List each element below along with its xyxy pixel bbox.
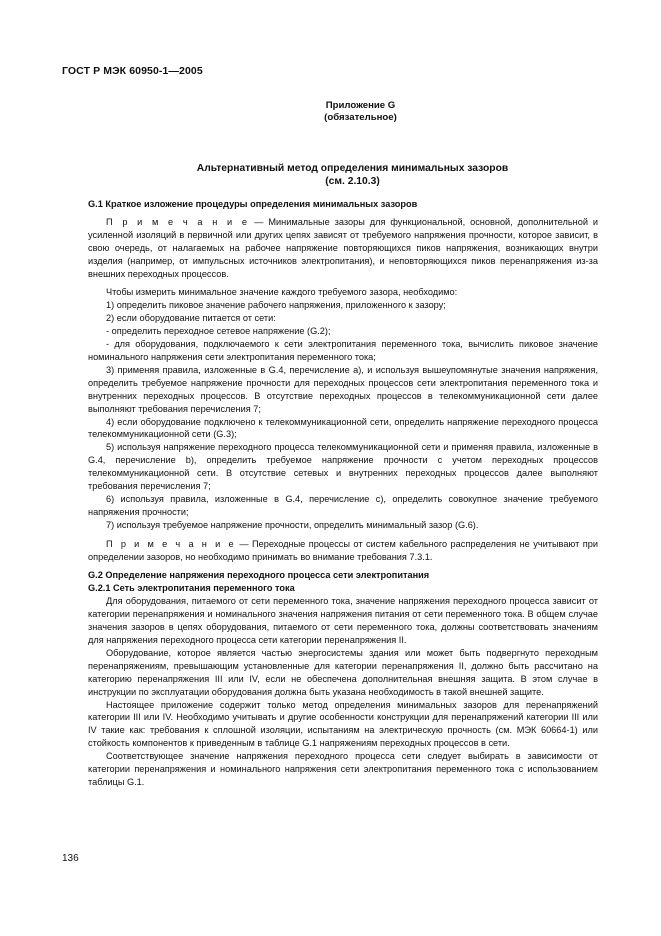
paragraph-3: Настоящее приложение содержит только метод определения минимальных зазоров для перенапряжений категории III или IV. Необходимо учитывать и другие особенности конструкции для перенапряжений категории III или IV такие как: требования к сплошной изоляции, испытаниям на электрическую прочность (см. МЭК 60664-1) или стойкость компонентов к приведенным в таблице G.1 напряжениям переходных процессов в сети. <box>88 699 598 749</box>
note-2-label: П р и м е ч а н и е <box>106 538 236 549</box>
paragraph-4: Соответствующее значение напряжения переходного процесса сети следует выбирать в зависимости от категории перенапряжения и номинального напряжения сети электропитания переменного тока с использованием таблицы G.1. <box>88 751 598 787</box>
section-g21-heading: G.2.1 Сеть электропитания переменного тока <box>88 583 295 594</box>
note-1-label: П р и м е ч а н и е <box>106 216 250 227</box>
note-1 <box>88 216 598 281</box>
intro-paragraph: Чтобы измерить минимальное значение каждого требуемого зазора, необходимо: <box>106 287 458 298</box>
step-1: 1) определить пиковое значение рабочего напряжения, приложенного к зазору; <box>106 300 446 311</box>
step-5: 5) используя напряжение переходного процесса телекоммуникационной сети и применяя правила, изложенные в G.4, перечисление b), определить требуемое напряжение прочности с учетом переходных процессов телекоммуникационной сети. В отсутствие сетевых и внутренних переходных процессов далее выполняют требования перечисления 7; <box>88 442 598 492</box>
document-body <box>88 198 598 789</box>
step-7: 7) используя требуемое напряжение прочности, определить минимальный зазор (G.6). <box>106 519 479 530</box>
paragraph-1: Для оборудования, питаемого от сети переменного тока, значение напряжения переходного процесса зависит от категории перенапряжения и номинального значения напряжения питания от сети переменного тока. В общем случае значения зазоров в цепях оборудования, питаемого от сети переменного тока, должны соответствовать значениям для напряжения переходного процесса сети категории перенапряжения II. <box>88 596 598 645</box>
step-3: 3) применяя правила, изложенные в G.4, перечисление а), и используя вышеупомянутые значения напряжения, определить требуемое напряжение прочности для переходных процессов сети электропитания переменного тока и внутренних переходных процессов. В отсутствие переходных процессов в телекоммуникационной сети далее выполняют требования перечисления 7; <box>88 364 598 414</box>
step-2: 2) если оборудование питается от сети: <box>106 313 276 324</box>
note-2-text: — Переходные процессы от систем кабельного распределения не учитывают при определении зазоров, но необходимо принимать во внимание требования 7.3.1. <box>88 538 598 562</box>
section-g1-heading: G.1 Краткое изложение процедуры определения минимальных зазоров <box>88 199 418 209</box>
appendix-status: (обязательное) <box>324 112 397 123</box>
appendix-heading <box>0 100 661 124</box>
paragraph-2: Оборудование, которое является частью энергосистемы здания или может быть подвергнуто переходным перенапряжениям, превышающим установленные для категории перенапряжения II, должно быть рассчитано на категорию перенапряжения III или IV, если не обеспечена дополнительная внешняя защита. В этом случае в инструкции по эксплуатации оборудования должна быть указана необходимость в такой внешней защите. <box>88 647 598 697</box>
page-number: 136 <box>62 853 79 864</box>
step-6: 6) используя правила, изложенные в G.4, перечисление с), определить совокупное значение требуемого напряжения прочности; <box>88 493 598 517</box>
standard-code: ГОСТ Р МЭК 60950-1—2005 <box>62 65 203 77</box>
note-2 <box>88 538 598 564</box>
step-2a: - определить переходное сетевое напряжение (G.2); <box>106 326 331 337</box>
section-g2-heading: G.2 Определение напряжения переходного процесса сети электропитания <box>88 570 430 581</box>
title-line-2: (см. 2.10.3) <box>325 176 380 187</box>
step-4: 4) если оборудование подключено к телекоммуникационной сети, определить напряжение переходного процесса телекоммуникационной сети (G.3); <box>88 416 598 440</box>
appendix-title <box>0 162 661 188</box>
appendix-label: Приложение G <box>325 100 396 111</box>
note-1-text: — Минимальные зазоры для функциональной, основной, дополнительной и усиленной изоляций в первичной или других цепях зависят от требуемого напряжения прочности, которое зависит, в свою очередь, от налагаемых на рабочее напряжение повторяющихся пиков напряжения, возникающих внутри изделия (например, от импульсных источников электропитания), и неповторяющихся пиков перенапряжения из-за внешних переходных процессов. <box>88 216 598 279</box>
step-2b: - для оборудования, подключаемого к сети электропитания переменного тока, вычислить пиковое значение номинального напряжения сети электропитания переменного тока; <box>88 339 598 362</box>
title-line-1: Альтернативный метод определения минимальных зазоров <box>196 163 509 174</box>
